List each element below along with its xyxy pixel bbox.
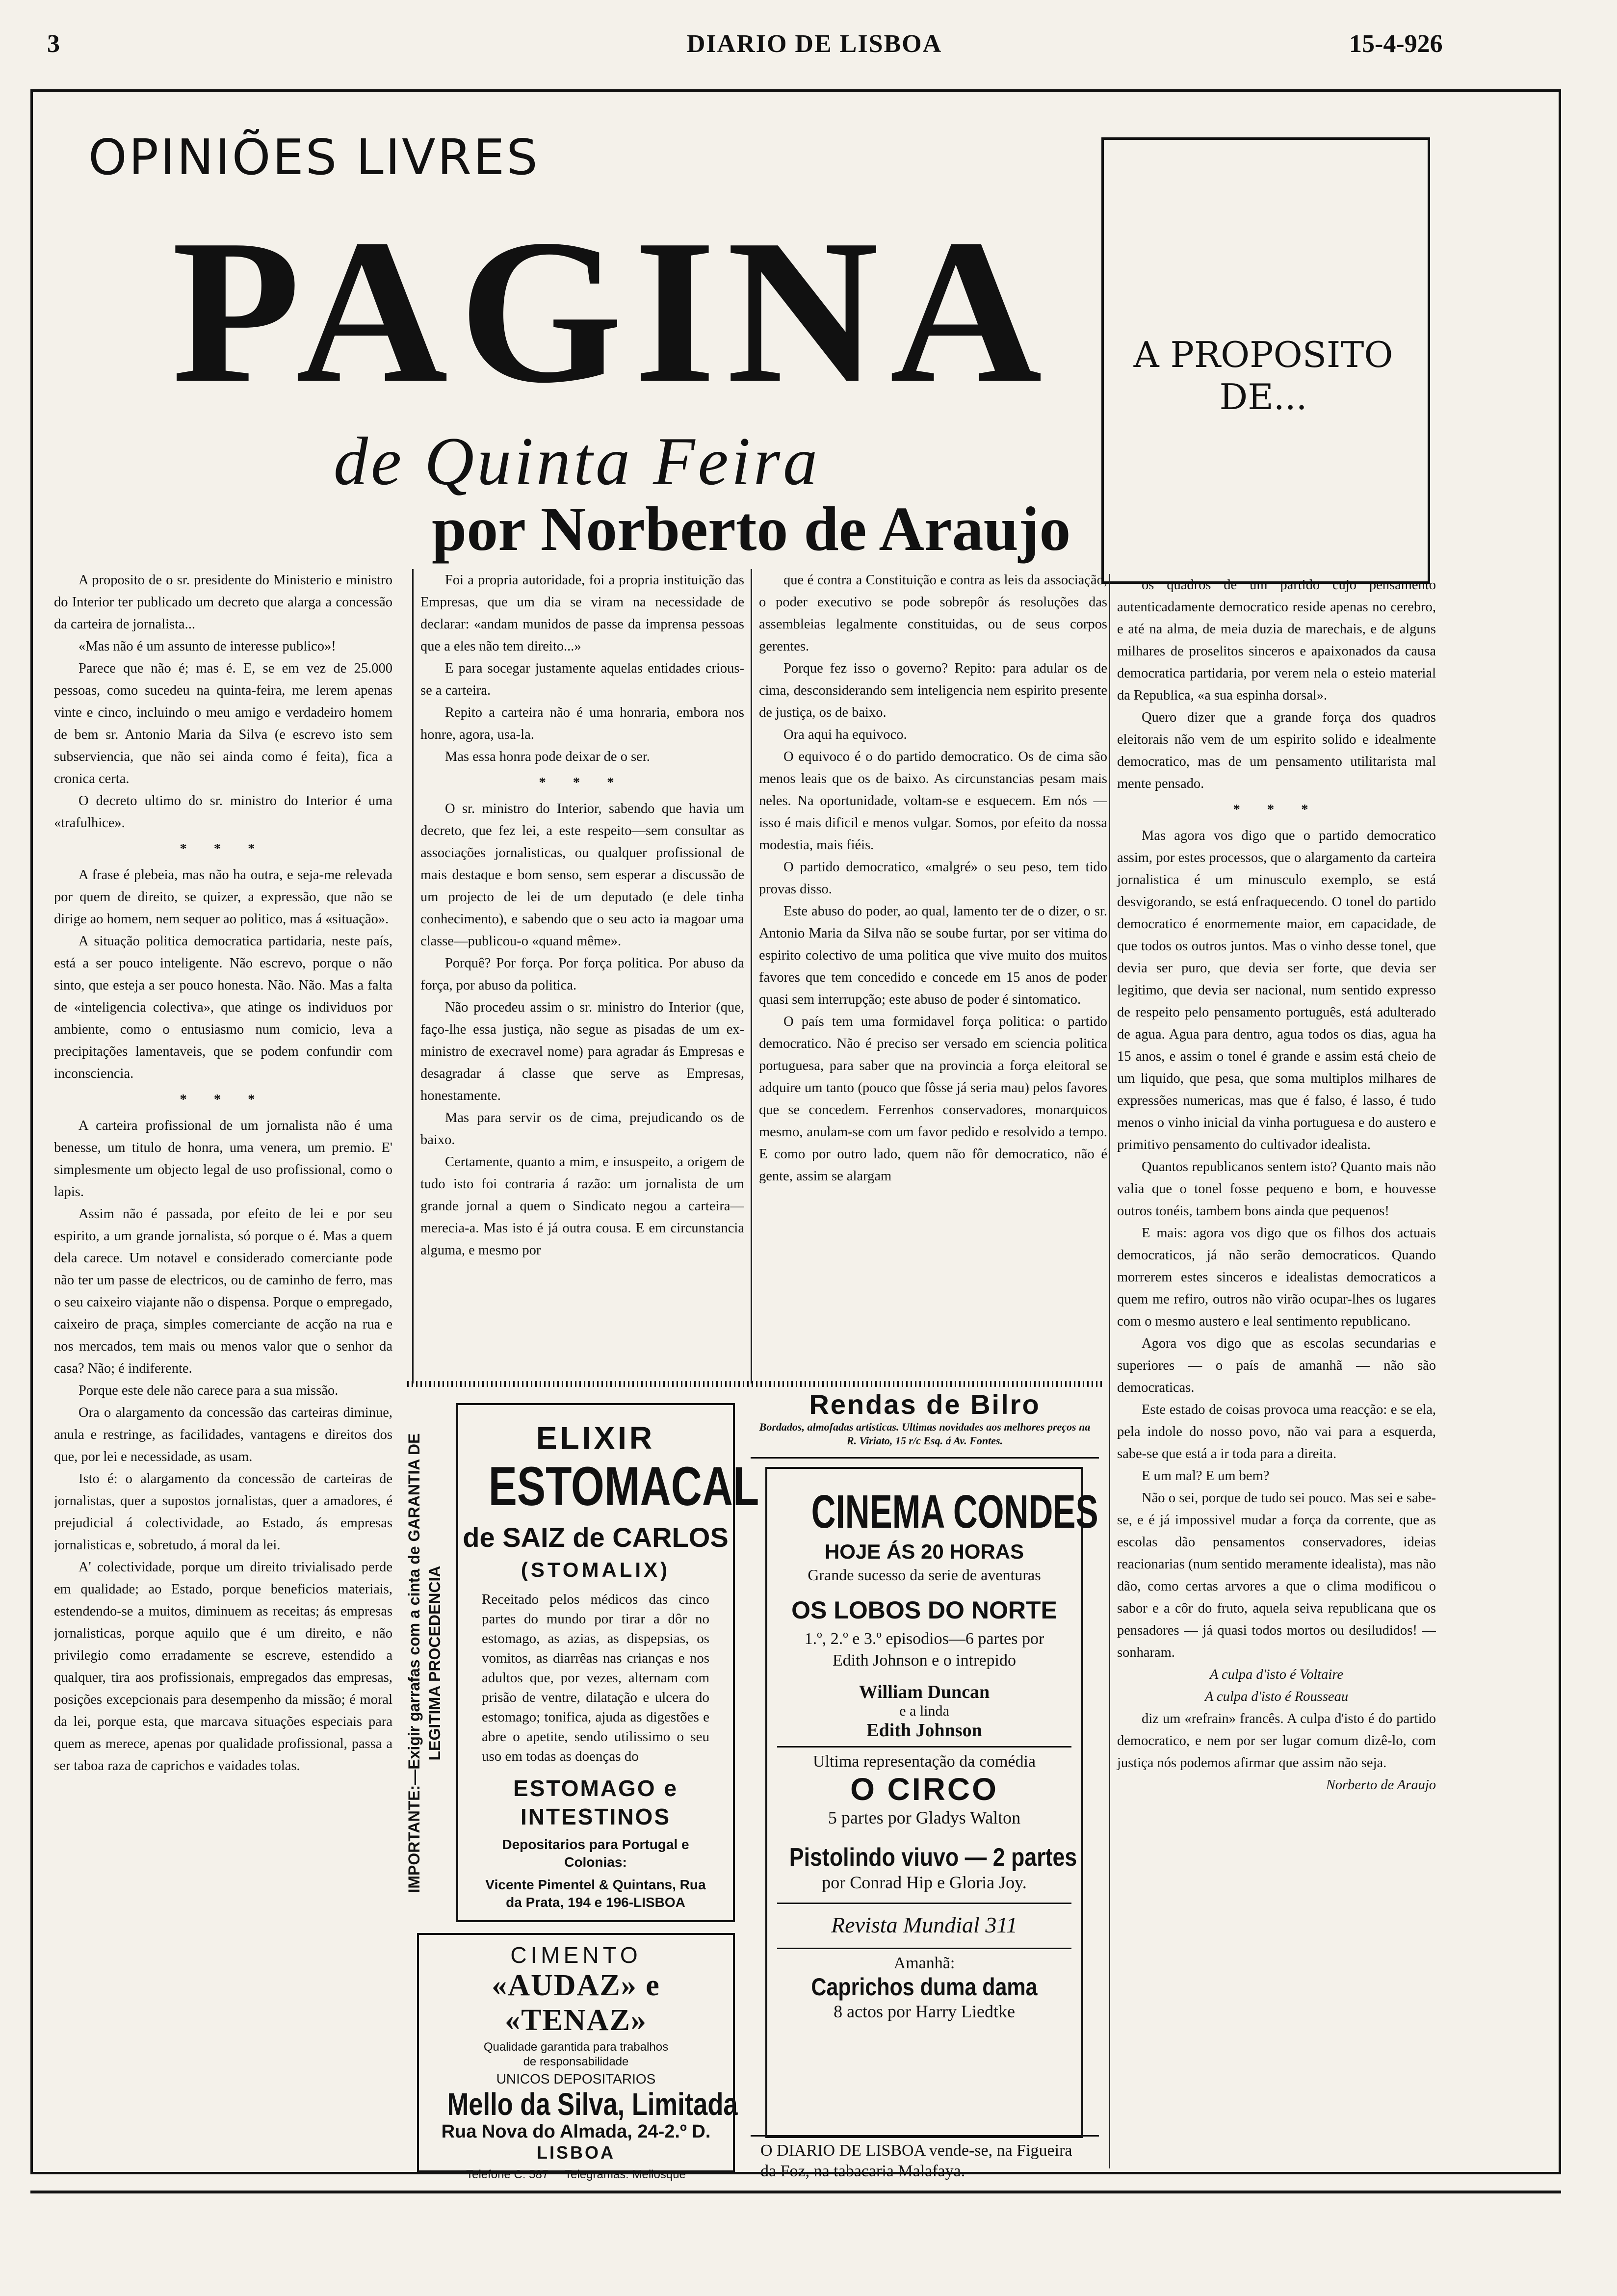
- cimento-quality: Qualidade garantida para trabalhos de responsabilidade: [483, 2040, 669, 2068]
- cimento-title: CIMENTO: [510, 1942, 642, 1968]
- article-paragraph: A situação politica democratica partidaria, neste país, está a ser pouco inteligente. Não escrevo, porque o não sinto, que esteja a ser pouco honesta. Não. Não. Mas a falta de «inteligencia colectiva», que atinge os individuos por ambiente, como o entusiasmo num comicio, leva a precipitações lamentaveis, que se podem confundir com inconsciencia.: [54, 934, 392, 1081]
- cinema-film2: O CIRCO: [850, 1772, 998, 1807]
- article-paragraph: Isto é: o alargamento da concessão de carteiras de jornalistas, quer a supostos jornalistas, quer a amadores, é prejudicial á colectividade, ao Estado, ás empresas jornalisticas e, sobretudo, á moral da lei.: [54, 1471, 392, 1553]
- cimento-phone: Telefone C. 587 Telegramas: Mellosque: [466, 2168, 686, 2182]
- cinema-tomorrow: Amanhã:: [893, 1954, 955, 1973]
- byline: por Norberto de Araujo: [432, 494, 1071, 564]
- section-title: OPINIÕES LIVRES: [88, 129, 540, 186]
- cinema-intro: Grande sucesso da serie de aventuras: [808, 1566, 1041, 1584]
- article-paragraph: Mas agora vos digo que o partido democratico assim, por estes processos, que o alargamento da carteira jornalistica é um minusculo exemplo, se está desvigorando, se está enfraquecendo. O tonel do partido democratico é enormemente maior, em capacidade, de que todos os outros juntos. Mas o vinho desse tonel, que devia ser puro, que devia ser forte, que devia ser legitimo, que devia ser nacional, num sentido expresso de respeito pelo pensamento português, está adulterado de agua. Agua para dentro, agua todos os dias, agua ha 15 anos, e assim o tonel é grande e assim está cheio de um liquido, que pesa, que soma multiplos milhares de expressões numericas, mas que é falso, é lasso, é tudo menos o vinho inicial da vinha portuguesa e do austero e primitivo pensamento do cultivador idealista.: [1117, 828, 1436, 1152]
- article-paragraph: Norberto de Araujo: [1326, 1777, 1436, 1793]
- article-paragraph: Não o sei, porque de tudo sei pouco. Mas sei e sabe-se, e é já impossivel mudar a força da corrente, que as escolas dão pensamentos conservadores, ideias reacionarias (num sentido meramente idealista), mas não dão, como certas arvores a que o clima modificou o sabor e a côr do fruto, aquela seiva republicana que os pensadores — já quasi todos mortos ou desiludidos! — sonharam.: [1117, 1490, 1436, 1660]
- subtitle: de Quinta Feira: [334, 423, 821, 499]
- masthead: DIARIO DE LISBOA: [686, 30, 942, 58]
- article-paragraph: * * *: [1233, 802, 1320, 817]
- cinema-by4: 8 actos por Harry Liedtke: [834, 2002, 1015, 2022]
- article-paragraph: «Mas não é um assunto de interesse publico»!: [78, 639, 336, 654]
- article-column-3: [751, 569, 1107, 1383]
- article-paragraph: Parece que não é; mas é. E, se em vez de 25.000 pessoas, como sucedeu na quinta-feira, me lerem apenas vinte e cinco, incluindo o meu amigo e verdadeiro homem de bem sr. Antonio Maria da Silva (e escrevo isto sem subserviencia, que não sei ainda como é feita), fica a cronica certa.: [54, 661, 392, 786]
- article-paragraph: os quadros de um partido cujo pensamento autenticadamente democratico reside apenas no cerebro, e até na alma, de meia duzia de marechais, e de alguns milhares de proselitos sinceros e apaixonados da causa democratica partidaria, por verem nela o esteio material da Republica, «a sua espinha dorsal».: [1117, 577, 1436, 703]
- article-paragraph: A proposito de o sr. presidente do Ministerio e ministro do Interior ter publicado um decreto que alarga a concessão da carteira de jornalista...: [54, 573, 392, 632]
- cimento-depositarios: UNICOS DEPOSITARIOS: [496, 2071, 656, 2087]
- article-column-1: [54, 569, 392, 2159]
- ad-separator-rule: [407, 1381, 1104, 1387]
- elixir-brand: (STOMALIX): [521, 1558, 671, 1582]
- cinema-title: CINEMA CONDES: [811, 1486, 1098, 1538]
- article-paragraph: que é contra a Constituição e contra as leis da associação, o poder executivo se pode sobrepôr ás resoluções das assembleias legalmente constituidas, ou de seus corpos gerentes.: [759, 573, 1107, 654]
- cinema-parts2: 5 partes por Gladys Walton: [828, 1808, 1021, 1828]
- cinema-actor1: William Duncan: [859, 1682, 990, 1703]
- article-paragraph: O decreto ultimo do sr. ministro do Interior é uma «trafulhice».: [54, 793, 392, 831]
- article-paragraph: A culpa d'isto é Rousseau: [1204, 1689, 1349, 1704]
- elixir-organs: ESTOMAGO e INTESTINOS: [513, 1775, 678, 1830]
- article-paragraph: O partido democratico, «malgré» o seu peso, tem tido provas disso.: [759, 860, 1107, 897]
- article-paragraph: E um mal? E um bem?: [1142, 1468, 1270, 1484]
- article-paragraph: A carteira profissional de um jornalista não é uma benesse, um titulo de honra, uma venera, um premio. E' simplesmente um objecto legal de uso profissional, como o lapis.: [54, 1118, 392, 1200]
- rendas-text: Bordados, almofadas artisticas. Ultimas novidades aos melhores preços na R. Viriato, 15 r/c Esq. á Av. Fontes.: [759, 1421, 1091, 1447]
- article-paragraph: Certamente, quanto a mim, e insuspeito, a origem de tudo isto foi contraria á razão: um jornalista de um grande jornal a quem o Sindicato negou a carteira—merecia-a. Mas isto é já outra cousa. E em circunstancia alguma, e mesmo por: [420, 1154, 744, 1258]
- article-paragraph: * * *: [180, 1092, 267, 1107]
- box-title: A PROPOSITO DE...: [1133, 334, 1393, 418]
- cinema-actor2: Edith Johnson: [866, 1720, 982, 1741]
- article-paragraph: O sr. ministro do Interior, sabendo que havia um decreto, que fez lei, a este respeito—sem consultar as associações jornalisticas, ou qualquer profissional de mais destaque e bom senso, sem esperar a discussão de um projecto de lei de um deputado (e dele tinha conhecimento), e sabendo que o seu acto ia magoar uma classe—publicou-o «quand même».: [420, 801, 744, 949]
- article-paragraph: diz um «refrain» francês. A culpa d'isto é do partido democratico, e nem por ser lugar comum dizê-lo, com justiça nós podemos afirmar que assim não seja.: [1117, 1711, 1436, 1771]
- article-paragraph: Quero dizer que a grande força dos quadros eleitorais não vem de um espirito solido e idealmente democratico, mas de um pensamento utilitarista mal mente pensado.: [1117, 710, 1436, 791]
- article-paragraph: Ora aqui ha equivoco.: [783, 727, 907, 742]
- article-paragraph: O equivoco é o do partido democratico. Os de cima são menos leais que os de baixo. As circunstancias pesam mais neles. Na oportunidade, voltam-se e esquecem. Em nós — isso é mais dificil e menos vulgar. Somos, por efeito da nossa modestia, mais fiéis.: [759, 749, 1107, 853]
- diario-notice: [751, 2135, 1099, 2191]
- cimento-brands: «AUDAZ» e «TENAZ»: [492, 1969, 660, 2037]
- elixir-advertisement: [456, 1403, 759, 1922]
- article-paragraph: Foi a propria autoridade, foi a propria instituição das Empresas, que um dia se viram na necessidade de declarar: «andam munidos de passe da imprensa pessoas que a eles não tem direito...»: [420, 573, 744, 654]
- elixir-maker: de SAIZ de CARLOS: [463, 1522, 729, 1553]
- cinema-divider: [777, 1746, 1071, 1748]
- elixir-body: Receitado pelos médicos das cinco partes do mundo por tirar a dôr no estomago, as azias, as dispepsias, os vomitos, as diarrêas nas crianças e nos adultos que, por vezes, alternam com prisão de ventre, dilatação e ulcera do estomago; tonifica, ajuda as digestões e abre o apetite, sendo utilissimo o seu uso em todas as doenças do: [482, 1592, 709, 1765]
- article-paragraph: * * *: [539, 775, 626, 790]
- cinema-revista: Revista Mundial 311: [831, 1912, 1017, 1938]
- bottom-rule: [30, 2191, 1561, 2193]
- cinema-hours: HOJE ÁS 20 HORAS: [824, 1540, 1024, 1564]
- article-paragraph: A' colectividade, porque um direito trivialisado perde em qualidade; ao Estado, porque beneficios materiais, estendendo-se a muitos, diminuem as receitas; ás empresas jornalisticas, porque aquilo que é um direito, e não privilegio como erradamente se escreve, estendido a qualquer, tira aos profissionais, empregados das empresas, posições excepcionais para desempenho da missão; é moral da lei, porque esta, que marcava situações especiais para quem as merece, apenas por qualidade profissional, passa a ser taboa raza de caprichos e vaidades tolas.: [54, 1560, 392, 1774]
- article-paragraph: Porquê? Por força. Por força politica. Por abuso da força, por abuso da politica.: [420, 956, 744, 993]
- cinema-film3: Pistolindo viuvo — 2 partes: [789, 1843, 1077, 1872]
- elixir-title: ELIXIR: [536, 1420, 655, 1456]
- article-paragraph: Repito a carteira não é uma honraria, embora nos honre, agora, usa-la.: [420, 705, 744, 742]
- article-paragraph: E para socegar justamente aquelas entidades crious-se a carteira.: [420, 661, 744, 698]
- article-paragraph: Assim não é passada, por efeito de lei e por seu espirito, a um grande jornalista, só porque o é. Mas a quem dela carece. Um notavel e considerado comerciante pode não ter um passe de electricos, ou de caminho de ferro, mas o seu caixeiro viajante não o dispensa. Porque o empregado, caixeiro de praça, simples comerciante de acção na rua e nos mercados, tem mais ou menos valor que o senhor da casa? Não; é indiferente.: [54, 1206, 392, 1376]
- cinema-episodes: 1.º, 2.º e 3.º episodios—6 partes por Edith Johnson e o intrepido: [804, 1630, 1044, 1670]
- page-number: 3: [47, 30, 60, 58]
- issue-date: 15-4-926: [1349, 30, 1443, 58]
- article-paragraph: Porque este dele não carece para a sua missão.: [78, 1383, 339, 1398]
- big-title: PAGINA: [172, 197, 1053, 426]
- article-column-2: [412, 569, 744, 1383]
- article-paragraph: O país tem uma formidavel força politica: o partido democratico. Não é preciso ser versado em sciencia politica portuguesa, para saber que na provincia a força eleitoral se adquire um tanto (pouco que fôsse já seria mau) pelos favores que se concedem. Ferrenhos conservadores, monarquicos mesmo, anulam-se com um favor pedido e resolvido a tempo. E como por outro lado, quem não fôr democratico, não é gente, assim se alargam: [759, 1014, 1107, 1184]
- cimento-advertisement: [417, 1933, 738, 2182]
- article-column-4: [1109, 574, 1436, 2168]
- article-paragraph: Mas essa honra pode deixar de o ser.: [445, 749, 650, 764]
- elixir-side-notice: IMPORTANTE:—Exigir garrafas com a cinta de GARANTIA DE LEGITIMA PROCEDENCIA: [405, 1433, 443, 1893]
- cinema-last: Ultima representação da comédia: [812, 1752, 1036, 1771]
- cimento-company: Mello da Silva, Limitada: [447, 2087, 738, 2122]
- elixir-address: Vicente Pimentel & Quintans, Rua da Prata, 194 e 196-LISBOA: [485, 1877, 706, 1910]
- elixir-name: ESTOMACAL: [488, 1456, 759, 1517]
- article-paragraph: E mais: agora vos digo que os filhos dos actuais democraticos, já não serão democraticos. Quando morrerem estes sinceros e idealistas democraticos a quem me refiro, outros não virão ocupar-lhes os lugares com o mesmo austero e leal sentimento republicano.: [1117, 1226, 1436, 1329]
- elixir-depositarios: Depositarios para Portugal e Colonias:: [502, 1837, 689, 1870]
- article-paragraph: Não procedeu assim o sr. ministro do Interior (que, faço-lhe essa justiça, não segue as pisadas de um ex-ministro de execravel nome) para agradar ás Empresas e desagradar á classe que serve as Empresas, honestamente.: [420, 1000, 744, 1103]
- cinema-film4: Caprichos duma dama: [811, 1973, 1038, 2001]
- article-paragraph: Porque fez isso o governo? Repito: para adular os de cima, desconsiderando sem inteligencia nem espirito presente de justiça, os de baixo.: [759, 661, 1107, 720]
- cinema-divider-3: [777, 1948, 1071, 1949]
- cinema-and: e a linda: [899, 1703, 949, 1720]
- cimento-address: Rua Nova do Almada, 24-2.º D.: [441, 2121, 711, 2142]
- article-paragraph: Mas para servir os de cima, prejudicando os de baixo.: [420, 1110, 744, 1148]
- article-paragraph: Este abuso do poder, ao qual, lamento ter de o dizer, o sr. Antonio Maria da Silva não se soube furtar, por ser vitima do espirito colectivo de uma politica que vive muito dos muitos favores que tem concedido e concede em 15 anos de poder quasi sem interrupção; este abuso de poder é sintomatico.: [759, 904, 1107, 1007]
- cinema-advertisement: [765, 1467, 1098, 2138]
- diario-notice-text: O DIARIO DE LISBOA vende-se, na Figueira da Foz, na tabacaria Malafaya.: [760, 2141, 1072, 2180]
- cinema-divider-2: [777, 1903, 1071, 1904]
- rendas-title: Rendas de Bilro: [809, 1389, 1041, 1420]
- cimento-city: LISBOA: [536, 2142, 615, 2163]
- article-paragraph: A culpa d'isto é Voltaire: [1209, 1667, 1344, 1682]
- article-paragraph: A frase é plebeia, mas não ha outra, e seja-me relevada por quem de direito, se quizer, a expressão, que não se dirige ao homem, nem sequer ao politico, mas á «situação».: [54, 867, 392, 927]
- cinema-film1: OS LOBOS DO NORTE: [791, 1596, 1057, 1624]
- article-paragraph: Quantos republicanos sentem isto? Quanto mais não valia que o tonel fosse pequeno e bom, e houvesse outros tonéis, tambem bons ainda que pequenos!: [1117, 1159, 1436, 1219]
- article-paragraph: Ora o alargamento da concessão das carteiras diminue, anula e restringe, as facilidades, vantagens e direitos dos que, por lei e necessidade, as usam.: [54, 1405, 392, 1464]
- cinema-by3: por Conrad Hip e Gloria Joy.: [822, 1873, 1027, 1893]
- rendas-advertisement: [751, 1388, 1099, 1459]
- article-paragraph: Este estado de coisas provoca uma reacção: e se ela, pela indole do nosso povo, não vai para a esquerda, sabe-se que está a ir toda para a direita.: [1117, 1402, 1436, 1461]
- article-paragraph: Agora vos digo que as escolas secundarias e superiores — o país de amanhã — não são democraticas.: [1117, 1336, 1436, 1395]
- article-paragraph: * * *: [180, 841, 267, 857]
